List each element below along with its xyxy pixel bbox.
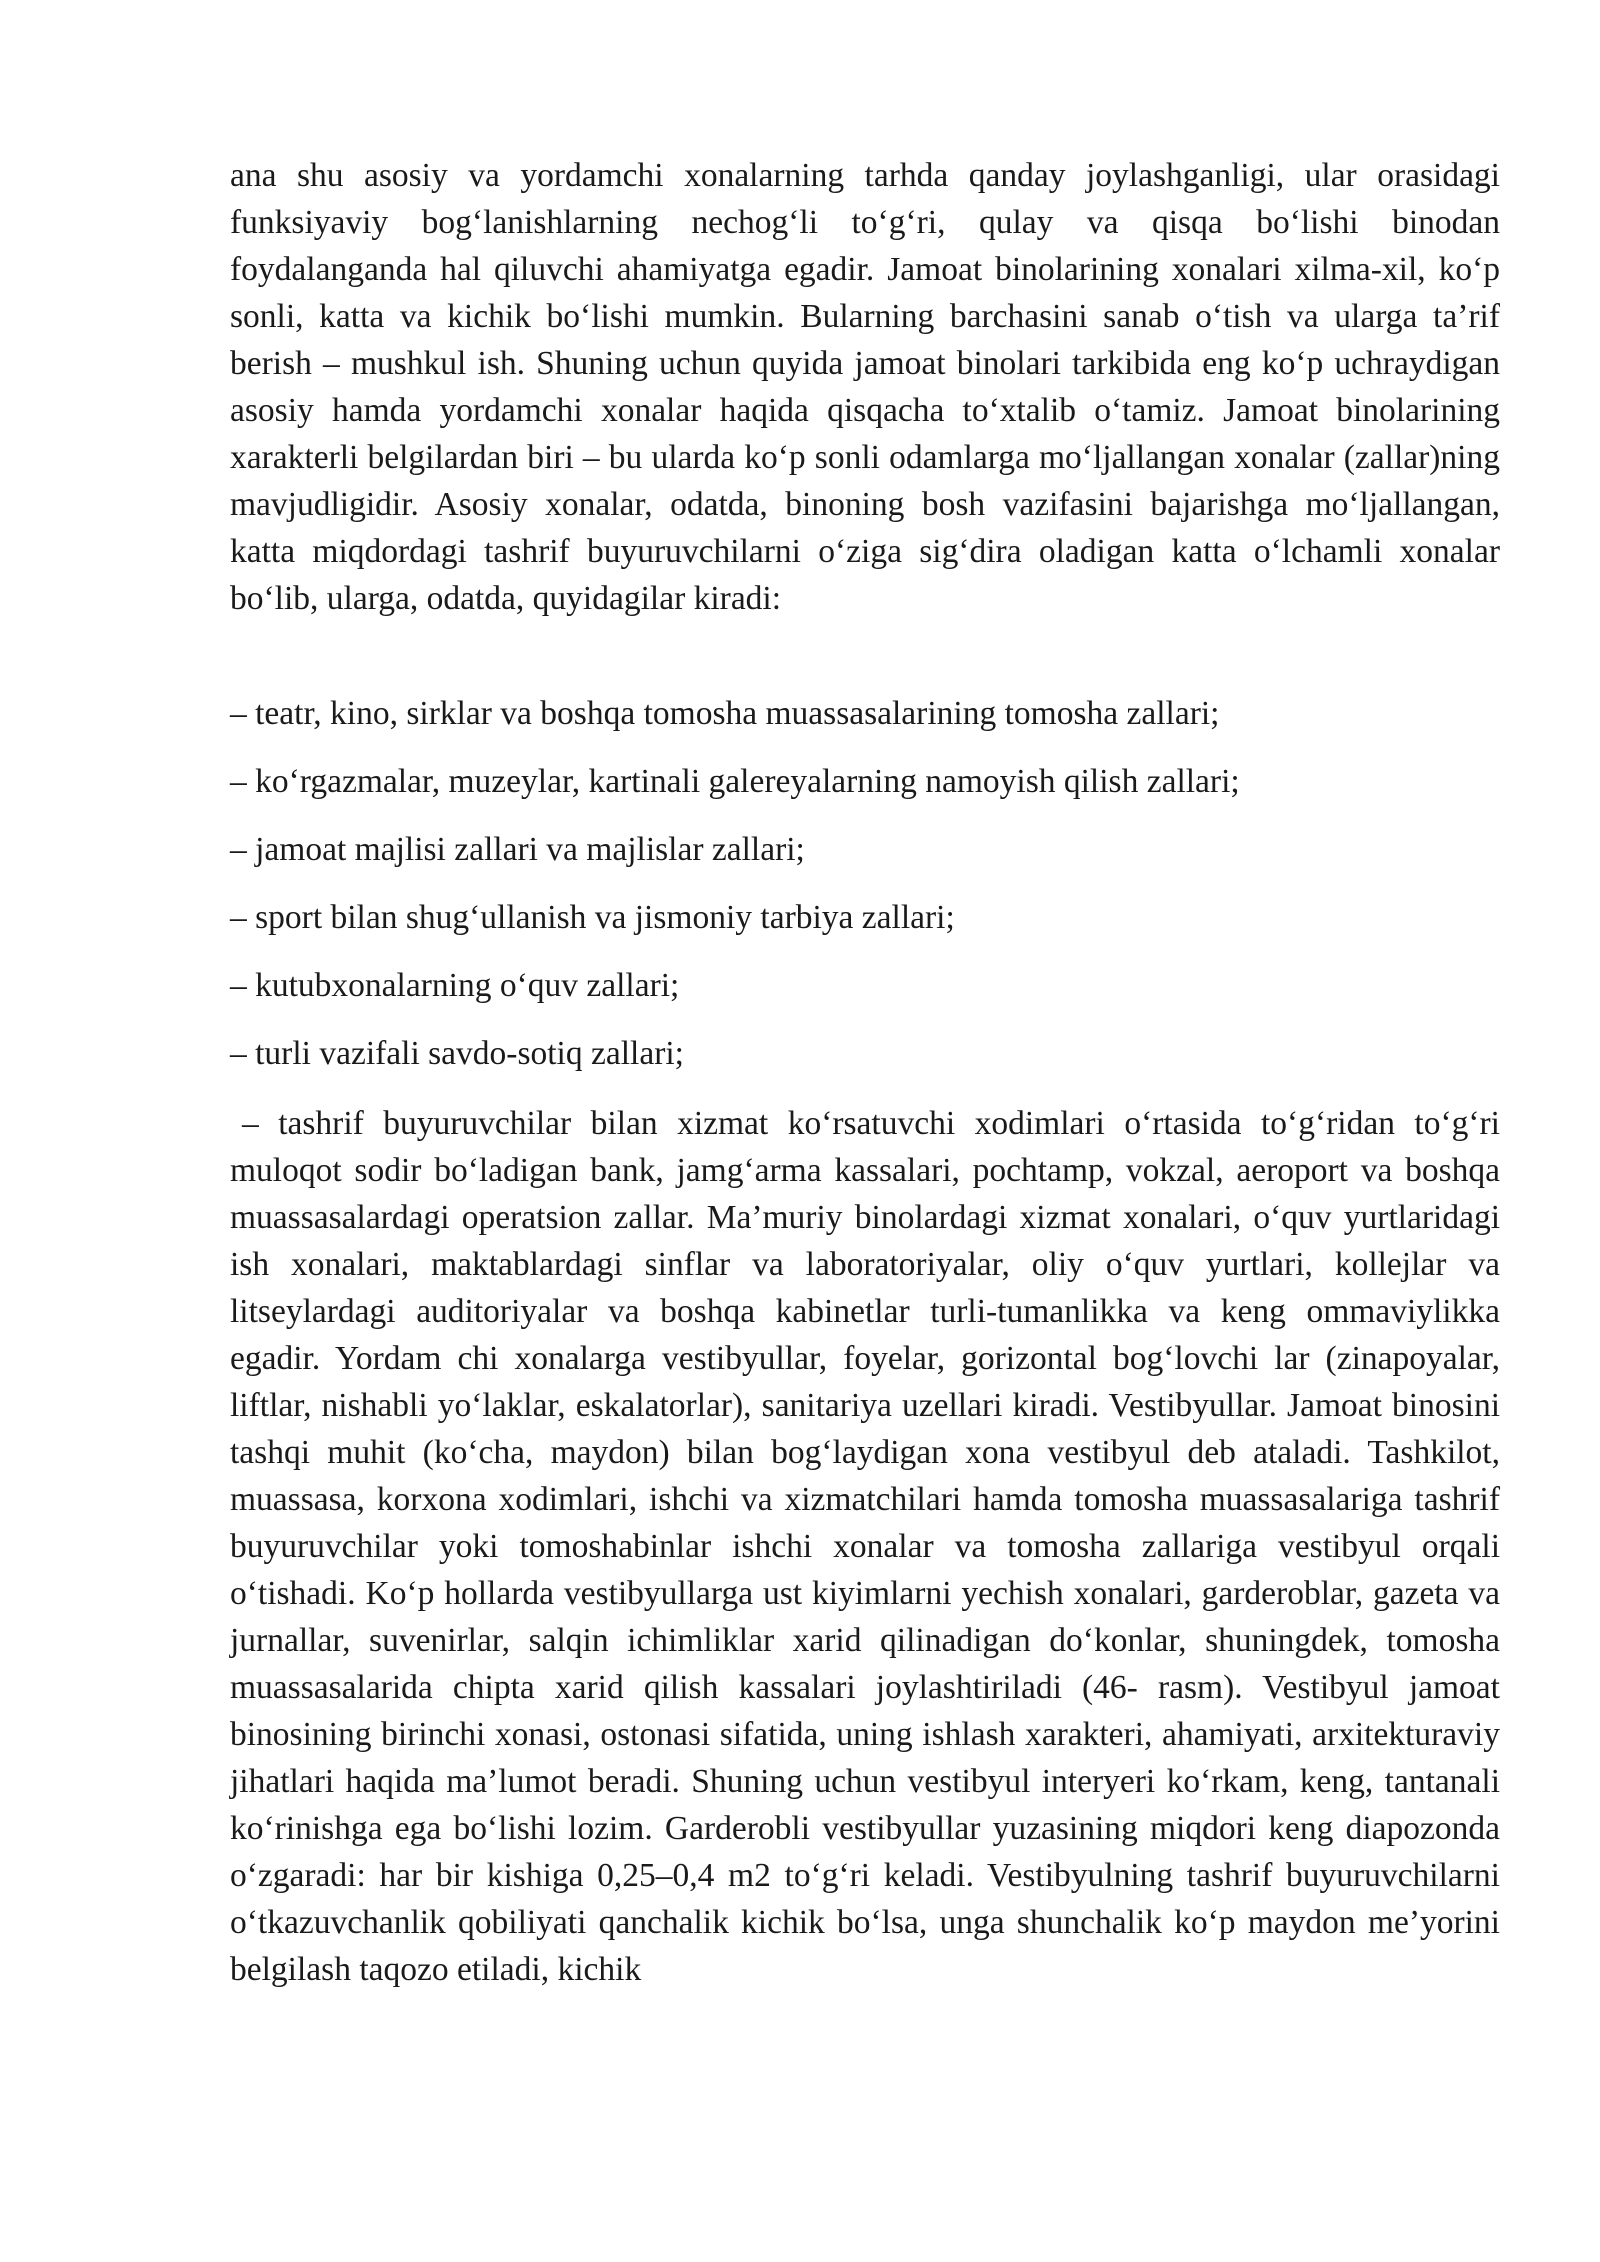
paragraph-intro: ana shu asosiy va yordamchi xonalarning tarhda qanday joylashganligi, ular orasidagi funksiyaviy bog‘lanishlarning nechog‘li to‘g‘ri, qulay va qisqa bo‘lishi binodan foydalanganda hal qiluvchi ahamiyatga egadir. Jamoat binolarining xonalari xilma-xil, ko‘p sonli, katta va kichik bo‘lishi mumkin. Bularning barchasini sanab o‘tish va ularga ta’rif berish – mushkul ish. Shuning uchun quyida jamoat binolari tarkibida eng ko‘p uchraydigan asosiy hamda yordamchi xonalar haqida qisqacha to‘xtalib o‘tamiz. Jamoat binolarining xarakterli belgilardan biri – bu ularda ko‘p sonli odamlarga mo‘ljallangan xonalar (zallar)ning mavjudligidir. Asosiy xonalar, odatda, binoning bosh vazifasini bajarishga mo‘ljallangan, katta miqdordagi tashrif buyuruvchilarni o‘ziga sig‘dira oladigan katta o‘lchamli xonalar bo‘lib, ularga, odatda, quyidagilar kiradi: bbox=[230, 157, 1500, 617]
list-item: – teatr, kino, sirklar va boshqa tomosha muassasalarining tomosha zallari; bbox=[230, 695, 1220, 732]
list-item: – turli vazifali savdo-sotiq zallari; bbox=[230, 1035, 684, 1072]
list-item: – jamoat majlisi zallari va majlislar zallari; bbox=[230, 831, 805, 868]
list-item: – kutubxonalarning o‘quv zallari; bbox=[230, 967, 680, 1004]
room-type-list bbox=[230, 690, 1500, 1098]
paragraph-vestibules: – tashrif buyuruvchilar bilan xizmat ko‘rsatuvchi xodimlari o‘rtasida to‘g‘ridan to‘g‘ri muloqot sodir bo‘ladigan bank, jamg‘arma kassalari, pochtamp, vokzal, aeroport va boshqa muassasalardagi operatsion zallar. Ma’muriy binolardagi xizmat xonalari, o‘quv yurtlaridagi ish xonalari, maktablardagi sinflar va laboratoriyalar, oliy o‘quv yurtlari, kollejlar va litseylardagi auditoriyalar va boshqa kabinetlar turli-tumanlikka va keng ommaviylikka egadir. Yordam chi xonalarga vestibyullar, foyelar, gorizontal bog‘lovchi lar (zinapoyalar, liftlar, nishabli yo‘laklar, eskalatorlar), sanitariya uzellari kiradi. Vestibyullar. Jamoat binosini tashqi muhit (ko‘cha, maydon) bilan bog‘laydigan xona vestibyul deb ataladi. Tashkilot, muassasa, korxona xodimlari, ishchi va xizmatchilari hamda tomosha muassasalariga tashrif buyuruvchilar yoki tomoshabinlar ishchi xonalar va tomosha zallariga vestibyul orqali o‘tishadi. Ko‘p hollarda vestibyullarga ust kiyimlarni yechish xonalari, garderoblar, gazeta va jurnallar, suvenirlar, salqin ichimliklar xarid qilinadigan do‘konlar, shuningdek, tomosha muassasalarida chipta xarid qilish kassalari joylashtiriladi (46- rasm). Vestibyul jamoat binosining birinchi xonasi, ostonasi sifatida, uning ishlash xarakteri, ahamiyati, arxitekturaviy jihatlari haqida ma’lumot beradi. Shuning uchun vestibyul interyeri ko‘rkam, keng, tantanali ko‘rinishga ega bo‘lishi lozim. Garderobli vestibyullar yuzasining miqdori keng diapozonda o‘zgaradi: har bir kishiga 0,25–0,4 m2 to‘g‘ri keladi. Vestibyulning tashrif buyuruvchilarni o‘tkazuvchanlik qobiliyati qanchalik kichik bo‘lsa, unga shunchalik ko‘p maydon me’yorini belgilash taqozo etiladi, kichik bbox=[230, 1105, 1500, 1988]
list-item: – ko‘rgazmalar, muzeylar, kartinali galereyalarning namoyish qilish zallari; bbox=[230, 763, 1240, 800]
list-item: – sport bilan shug‘ullanish va jismoniy tarbiya zallari; bbox=[230, 899, 955, 936]
